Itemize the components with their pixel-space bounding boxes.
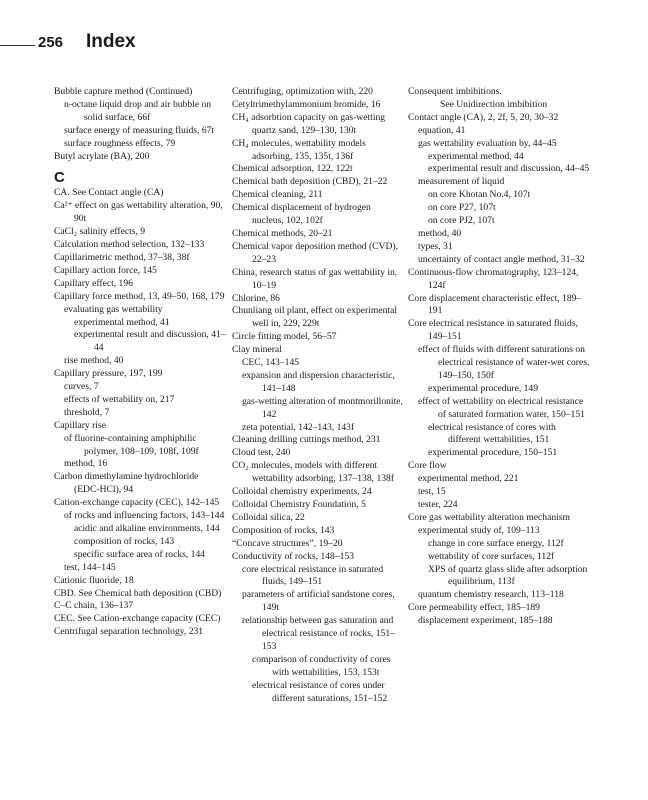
header-rule [0,45,35,46]
page-number: 256 [38,34,64,51]
index-entry: Capillary pressure, 197, 199 [54,368,163,380]
index-entry: Core gas wettability alteration mechanism [408,511,570,523]
index-entry: Cation-exchange capacity (CEC), 142–145 [54,497,220,509]
index-entry: CaCl₂ salinity effects, 9 [54,226,146,238]
index-entry: Cleaning drilling cuttings method, 231 [232,434,381,446]
index-column-2 [232,86,404,706]
index-subentry: experimental study of, 109–113 [418,524,540,536]
index-entry: Cetyltrimethylammonium bromide, 16 [232,98,381,110]
index-entry: Composition of rocks, 143 [232,524,335,536]
index-entry: Chemical bath deposition (CBD), 21–22 [232,176,388,188]
index-entry: Calculation method selection, 132–133 [54,239,205,251]
index-entry: Colloidal Chemistry Foundation, 5 [232,499,366,510]
index-subentry: test, 144–145 [64,561,116,573]
index-subsubentry: wettability of core surfaces, 112f [428,550,555,562]
index-column-1 [54,86,226,639]
index-entry: Centrifugal separation technology, 231 [54,626,204,638]
index-entry: “Concave structures”, 19–20 [232,537,343,549]
index-entry: CH₄ molecules, wettability models adsorbing, 135, 135t, 136f [232,137,366,162]
index-entry: Centrifuging, optimization with, 220 [232,86,373,97]
index-entry: Chemical adsorption, 122, 122t [232,163,353,175]
index-subsubentry: experimental method, 41 [74,316,170,328]
index-subentry: effect of wettability on electrical resistance of saturated formation water, 150–151 [418,395,585,420]
index-subentry: parameters of artificial sandstone cores, 149t [242,589,395,614]
index-entry: Contact angle (CA), 2, 2f, 5, 20, 30–32 [408,111,559,123]
index-entry: C–C chain, 136–137 [54,600,134,612]
index-entry: CEC. See Cation-exchange capacity (CEC) [54,613,221,625]
index-entry: CBD. See Chemical bath deposition (CBD) [54,587,222,599]
index-subentry: surface energy of measuring fluids, 67t [64,124,215,136]
index-entry: CA. See Contact angle (CA) [54,187,164,199]
index-subentry: equation, 41 [418,124,466,136]
index-subsubentry: specific surface area of rocks, 144 [74,548,206,560]
index-subentry: CEC, 143–145 [242,357,300,369]
index-subentry: rise method, 40 [64,355,124,367]
index-subentry: tester, 224 [418,499,458,510]
index-entry: Clay mineral [232,344,282,356]
index-entry: Carbon dimethylamine hydrochloride (EDC-HCl), 94 [54,471,199,496]
index-subentry: types, 31 [418,240,453,252]
index-subentry: quantum chemistry research, 113–118 [418,589,564,601]
index-entry: Capillary force method, 13, 49–50, 168, 179 [54,290,225,302]
index-subentry: gas wettability evaluation by, 44–45 [418,137,557,149]
index-subentry: method, 16 [64,458,108,470]
index-entry: Chemical vapor deposition method (CVD), 22–23 [232,240,398,265]
index-subsubentry: electrical resistance of cores under different saturations, 151–152 [252,679,388,704]
index-entry: Capillary effect, 196 [54,277,133,289]
index-subentry: test, 15 [418,486,446,498]
index-entry: Conductivity of rocks, 148–153 [232,550,355,562]
index-entry: Ca²⁺ effect on gas wettability alteration, 90, 90t [54,200,223,225]
index-subentry: core electrical resistance in saturated fluids, 149–151 [242,563,384,588]
index-see-reference: See Unidirection imbibition [440,98,548,110]
index-entry: Chemical cleaning, 211 [232,189,323,201]
index-entry: Circle fitting model, 56–57 [232,331,337,343]
index-entry: Core permeability effect, 185–189 [408,602,540,614]
index-subentry: uncertainty of contact angle method, 31–32 [418,253,585,265]
index-subsubentry: experimental result and discussion, 44–45 [428,163,590,175]
index-column-3 [408,86,590,628]
index-entry: Core flow [408,460,447,472]
index-subsubentry: on core Khotan No.4, 107t [428,189,531,201]
index-entry: Colloidal chemistry experiments, 24 [232,486,372,498]
index-entry: Capillary action force, 145 [54,264,157,276]
index-subentry: effects of wettability on, 217 [64,393,175,405]
index-subsubentry: on core PJ2, 107t [428,215,495,227]
index-subsubentry: experimental result and discussion, 41–44 [74,329,226,354]
index-subentry: gas-wetting alteration of montmorillonite, 142 [242,395,403,420]
index-entry: Chemical displacement of hydrogen nucleus, 102, 102f [232,202,371,227]
section-letter: C [54,169,65,187]
page-title: Index [86,31,136,52]
index-subentry: n-octane liquid drop and air bubble on solid surface, 66f [64,98,212,123]
index-entry: Butyl acrylate (BA), 200 [54,150,150,162]
index-subentry: expansion and dispersion characteristic, 141–148 [242,369,395,394]
index-subsubentry: change in core surface energy, 112f [428,537,564,549]
index-subentry: displacement experiment, 185–188 [418,615,553,627]
index-subsubentry: XPS of quartz glass slide after adsorption equilibrium, 113f [428,563,588,588]
index-entry: China, research status of gas wettability in, 10–19 [232,266,398,291]
index-subentry: threshold, 7 [64,406,110,418]
index-entry: Cloud test, 240 [232,447,291,459]
index-entry: Chemical methods, 20–21 [232,227,333,239]
index-entry: CH₄ adsorbtion capacity on gas-wetting quartz sand, 129–130, 130t [232,111,386,136]
index-subentry: effect of fluids with different saturations on electrical resistance of water-wet cores, 149–150, 150f [418,344,590,381]
index-subsubentry: experimental procedure, 149 [428,382,539,394]
index-subentry: experimental method, 221 [418,473,519,485]
index-entry: Colloidal silica, 22 [232,511,305,523]
index-entry: Core displacement characteristic effect, 189–191 [408,292,582,317]
index-subsubentry: electrical resistance of cores with different wettabilities, 151 [428,421,556,446]
index-subsubentry: experimental method, 44 [428,150,524,162]
index-subentry: evaluating gas wettability [64,303,163,315]
index-entry: Capillary rise [54,419,106,431]
index-entry: Bubble capture method (Continued) [54,86,193,97]
index-subentry: of fluorine-containing amphiphilic polymer, 108–109, 108f, 109f [64,432,199,457]
index-subentry: curves, 7 [64,381,99,393]
index-subentry: relationship between gas saturation and electrical resistance of rocks, 151–153 [242,615,395,652]
index-subsubentry: acidic and alkaline environments, 144 [74,523,220,534]
index-subsubentry: on core P27, 107t [428,202,496,214]
index-entry: Core electrical resistance in saturated fluids, 149–151 [408,318,578,343]
index-entry: Chunliang oil plant, effect on experimental well in, 229, 229t [232,305,398,330]
index-entry: Consequent imbibitions. [408,86,502,97]
index-subentry: of rocks and influencing factors, 143–144 [64,510,225,522]
index-subentry: method, 40 [418,227,462,239]
index-entry: CO₂ molecules, models with different wettability adsorbing, 137–138, 138f [232,460,395,485]
index-subsubentry: composition of rocks, 143 [74,535,175,547]
index-subentry: zeta potential, 142–143, 143f [242,421,355,433]
index-subentry: surface roughness effects, 79 [64,137,176,149]
index-subsubentry: experimental procedure, 150–151 [428,447,558,459]
index-entry: Continuous-flow chromatography, 123–124, 124f [408,266,579,291]
index-entry: Capillarimetric method, 37–38, 38f [54,251,190,263]
index-entry: Chlorine, 86 [232,292,280,304]
index-subentry: measurement of liquid [418,176,505,188]
index-entry: Cationic fluoride, 18 [54,574,134,586]
index-subsubentry: comparison of conductivity of cores with wettabilities, 153, 153t [252,653,391,678]
